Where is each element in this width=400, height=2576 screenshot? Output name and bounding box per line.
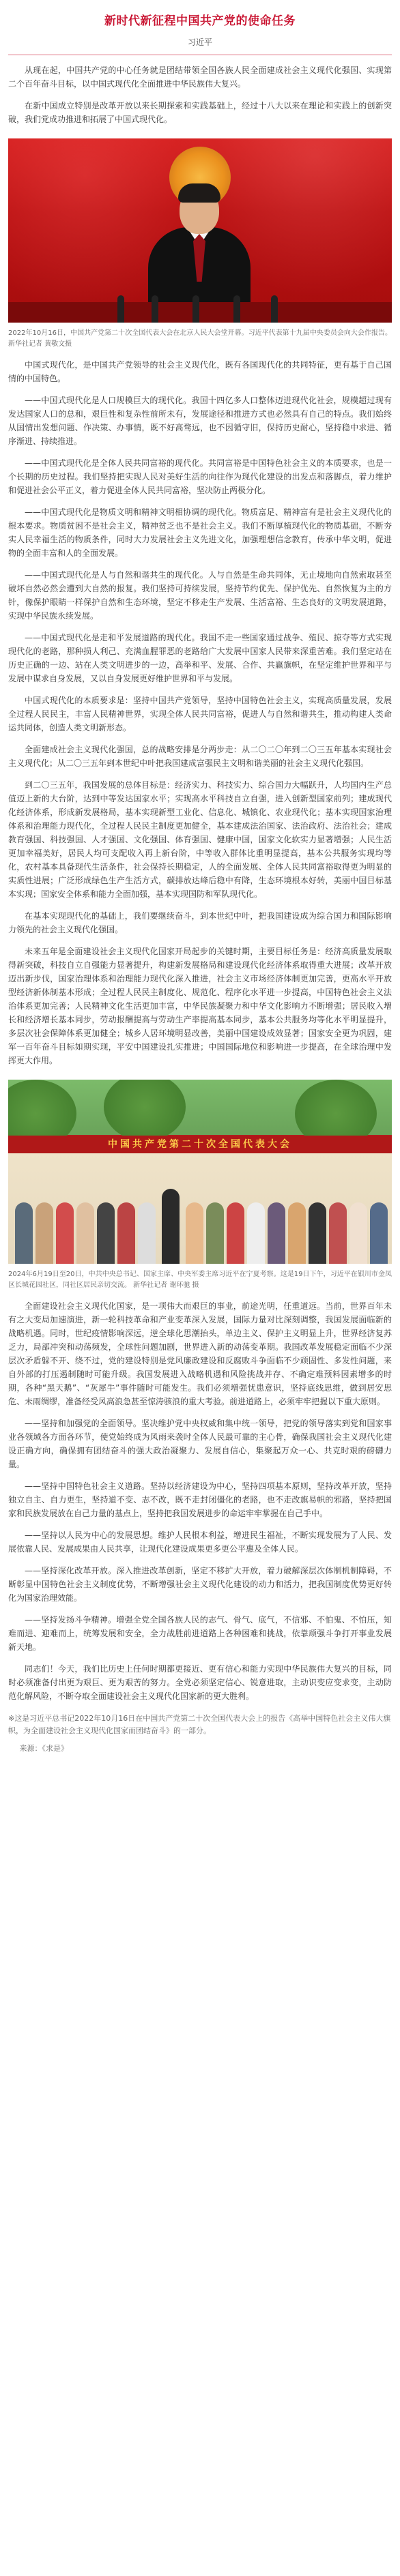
paragraph: 到二〇三五年，我国发展的总体目标是：经济实力、科技实力、综合国力大幅跃升，人均国内生产总值迈上新的大台阶，达到中等发达国家水平；实现高水平科技自立自强，进入创新型国家前列；建成现代化经济体系，形成新发展格局，基本实现新型工业化、信息化、城镇化、农业现代化；基本实现国家治理体系和治理能力现代化，全过程人民民主制度更加健全，基本建成法治国家、法治政府、法治社会；建成教育强国、科技强国、人才强国、文化强国、体育强国、健康中国，国家文化软实力显著增强；人民生活更加幸福美好，居民人均可支配收入再上新台阶，中等收入群体比重明显提高，基本公共服务实现均等化，农村基本具备现代生活条件，社会保持长期稳定，人的全面发展、全体人民共同富裕取得更为明显的实质性进展；广泛形成绿色生产生活方式，碳排放达峰后稳中有降，生态环境根本好转，美丽中国目标基本实现；国家安全体系和能力全面加强，基本实现国防和军队现代化。 (8, 780, 392, 899)
paragraph: ——中国式现代化是人与自然和谐共生的现代化。人与自然是生命共同体，无止境地向自然索取甚至破坏自然必然会遭到大自然的报复。我们坚持可持续发展，坚持节约优先、保护优先、自然恢复为主的方针，像保护眼睛一样保护自然和生态环境，坚定不移走生产发展、生活富裕、生态良好的文明发展道路，实现中华民族永续发展。 (8, 570, 392, 621)
paragraph: ——中国式现代化是全体人民共同富裕的现代化。共同富裕是中国特色社会主义的本质要求，也是一个长期的历史过程。我们坚持把实现人民对美好生活的向往作为现代化建设的出发点和落脚点，着力维护和促进社会公平正义，着力促进全体人民共同富裕，坚决防止两极分化。 (8, 458, 392, 495)
paragraph: 中国式现代化的本质要求是：坚持中国共产党领导，坚持中国特色社会主义，实现高质量发展，发展全过程人民民主，丰富人民精神世界，实现全体人民共同富裕，促进人与自然和谐共生，推动构建人类命运共同体，创造人类文明新形态。 (8, 696, 392, 732)
paragraph: ——中国式现代化是走和平发展道路的现代化。我国不走一些国家通过战争、殖民、掠夺等方式实现现代化的老路，那种损人利己、充满血腥罪恶的老路给广大发展中国家人民带来深重苦难。我们坚定站在历史正确的一边、站在人类文明进步的一边，高举和平、发展、合作、共赢旗帜，在坚定维护世界和平与发展中谋求自身发展，又以自身发展更好维护世界和平与发展。 (8, 633, 392, 683)
congress-photo (8, 138, 392, 323)
crowd (8, 1168, 392, 1264)
source-line: 来源：《求是》 (19, 1744, 68, 1753)
paragraph: ——坚持发扬斗争精神。增强全党全国各族人民的志气、骨气、底气，不信邪、不怕鬼、不怕压，知难而进、迎难而上，统筹发展和安全，全力战胜前进道路上各种困难和挑战，依靠顽强斗争打开事业发展新天地。 (8, 1615, 392, 1652)
red-banner: 中国共产党第二十次全国代表大会 (8, 1136, 392, 1153)
paragraph: ——坚持深化改革开放。深入推进改革创新，坚定不移扩大开放，着力破解深层次体制机制障碍，不断彰显中国特色社会主义制度优势，不断增强社会主义现代化建设的动力和活力，把我国制度优势更好转化为国家治理效能。 (8, 1566, 392, 1603)
paragraph: 在基本实现现代化的基础上，我们要继续奋斗，到本世纪中叶，把我国建设成为综合国力和国际影响力领先的社会主义现代化强国。 (8, 911, 392, 934)
paragraph: ——坚持中国特色社会主义道路。坚持以经济建设为中心，坚持四项基本原则，坚持改革开放，坚持独立自主、自力更生，坚持道不变、志不改，既不走封闭僵化的老路，也不走改旗易帜的邪路，坚持把国家和民族发展放在自己力量的基点上，坚持把我国发展进步的命运牢牢掌握在自己手中。 (8, 1481, 392, 1518)
paragraph: 全面建设社会主义现代化国家，是一项伟大而艰巨的事业，前途光明，任重道远。当前，世界百年未有之大变局加速演进，新一轮科技革命和产业变革深入发展，国际力量对比深刻调整，我国发展面临新的战略机遇。同时，世纪疫情影响深远，逆全球化思潮抬头，单边主义、保护主义明显上升，世界经济复苏乏力，局部冲突和动荡频发，全球性问题加剧，世界进入新的动荡变革期。我国改革发展稳定面临不少深层次矛盾躲不开、绕不过，党的建设特别是党风廉政建设和反腐败斗争面临不少顽固性、多发性问题，来自外部的打压遏制随时可能升级。我国发展进入战略机遇和风险挑战并存、不确定难预料因素增多的时期，各种“黑天鹅”、“灰犀牛”事件随时可能发生。我们必须增强忧患意识，坚持底线思维，做到居安思危、未雨绸缪，准备经受风高浪急甚至惊涛骇浪的重大考验。前进道路上，必须牢牢把握以下重大原则。 (8, 1301, 392, 1406)
paragraph: ——坚持和加强党的全面领导。坚决维护党中央权威和集中统一领导，把党的领导落实到党和国家事业各领域各方面各环节，使党始终成为风雨来袭时全体人民最可靠的主心骨，确保我国社会主义现代化建设正确方向，确保拥有团结奋斗的强大政治凝聚力、发展自信心，集聚起万众一心、共克时艰的磅礴力量。 (8, 1419, 392, 1469)
microphones (111, 288, 288, 323)
article-title: 新时代新征程中国共产党的使命任务 (104, 14, 296, 28)
article (0, 11, 400, 1753)
paragraph: 从现在起，中国共产党的中心任务就是团结带领全国各族人民全面建成社会主义现代化强国、实现第二个百年奋斗目标，以中国式现代化全面推进中华民族伟大复兴。 (8, 65, 392, 89)
photo-caption: 2024年6月19日至20日，中共中央总书记、国家主席、中央军委主席习近平在宁夏考察。这是19日下午，习近平在银川市金凤区长城花园社区，同社区居民亲切交流。 新华社记者 谢环驰 摄 (8, 1271, 392, 1289)
paragraph: ——中国式现代化是物质文明和精神文明相协调的现代化。物质富足、精神富有是社会主义现代化的根本要求。物质贫困不是社会主义，精神贫乏也不是社会主义。我们不断厚植现代化的物质基础，不断夯实人民幸福生活的物质条件，同时大力发展社会主义先进文化，加强理想信念教育，传承中华文明，促进物的全面丰富和人的全面发展。 (8, 507, 392, 558)
paragraph: 中国式现代化，是中国共产党领导的社会主义现代化，既有各国现代化的共同特征，更有基于自己国情的中国特色。 (8, 360, 392, 383)
article-author: 习近平 (187, 38, 212, 47)
paragraph: 全面建成社会主义现代化强国，总的战略安排是分两步走：从二〇二〇年到二〇三五年基本实现社会主义现代化；从二〇三五年到本世纪中叶把我国建成富强民主文明和谐美丽的社会主义现代化强国。 (8, 745, 392, 768)
paragraph: ——坚持以人民为中心的发展思想。维护人民根本利益，增进民生福祉，不断实现发展为了人民、发展依靠人民、发展成果由人民共享，让现代化建设成果更多更公平惠及全体人民。 (8, 1530, 392, 1554)
paragraph: 在新中国成立特别是改革开放以来长期探索和实践基础上，经过十八大以来在理论和实践上的创新突破，我们党成功推进和拓展了中国式现代化。 (8, 101, 392, 124)
community-visit-photo (8, 1080, 392, 1264)
paragraph: ——中国式现代化是人口规模巨大的现代化。我国十四亿多人口整体迈进现代化社会，规模超过现有发达国家人口的总和，艰巨性和复杂性前所未有，发展途径和推进方式也必然具有自己的特点。我们始终从国情出发想问题、作决策、办事情，既不好高骛远，也不因循守旧，保持历史耐心，坚持稳中求进、循序渐进、持续推进。 (8, 396, 392, 446)
paragraph: 未来五年是全面建设社会主义现代化国家开局起步的关键时期，主要目标任务是：经济高质量发展取得新突破，科技自立自强能力显著提升，构建新发展格局和建设现代化经济体系取得重大进展；改革开放迈出新步伐，国家治理体系和治理能力现代化深入推进，社会主义市场经济体制更加完善，更高水平开放型经济新体制基本形成；全过程人民民主制度化、规范化、程序化水平进一步提高，中国特色社会主义法治体系更加完善；人民精神文化生活更加丰富，中华民族凝聚力和中华文化影响力不断增强；居民收入增长和经济增长基本同步，劳动报酬提高与劳动生产率提高基本同步，基本公共服务均等化水平明显提升，多层次社会保障体系更加健全；城乡人居环境明显改善，美丽中国建设成效显著；国家安全更为巩固，建军一百年奋斗目标如期实现，平安中国建设扎实推进；中国国际地位和影响进一步提高，在全球治理中发挥更大作用。 (8, 947, 392, 1065)
photo-caption: 2022年10月16日，中国共产党第二十次全国代表大会在北京人民大会堂开幕。习近平代表第十九届中央委员会向大会作报告。 新华社记者 黄敬文摄 (8, 329, 392, 348)
footnote: ※这是习近平总书记2022年10月16日在中国共产党第二十次全国代表大会上的报告《高举中国特色社会主义伟大旗帜，为全面建设社会主义现代化国家而团结奋斗》的一部分。 (8, 1714, 391, 1735)
paragraph: 同志们！今天，我们比历史上任何时期都更接近、更有信心和能力实现中华民族伟大复兴的目标，同时必须准备付出更为艰巨、更为艰苦的努力。全党必须坚定信心、锐意进取，主动识变应变求变，主动防范化解风险，不断夺取全面建设社会主义现代化国家新的更大胜利。 (8, 1664, 392, 1701)
